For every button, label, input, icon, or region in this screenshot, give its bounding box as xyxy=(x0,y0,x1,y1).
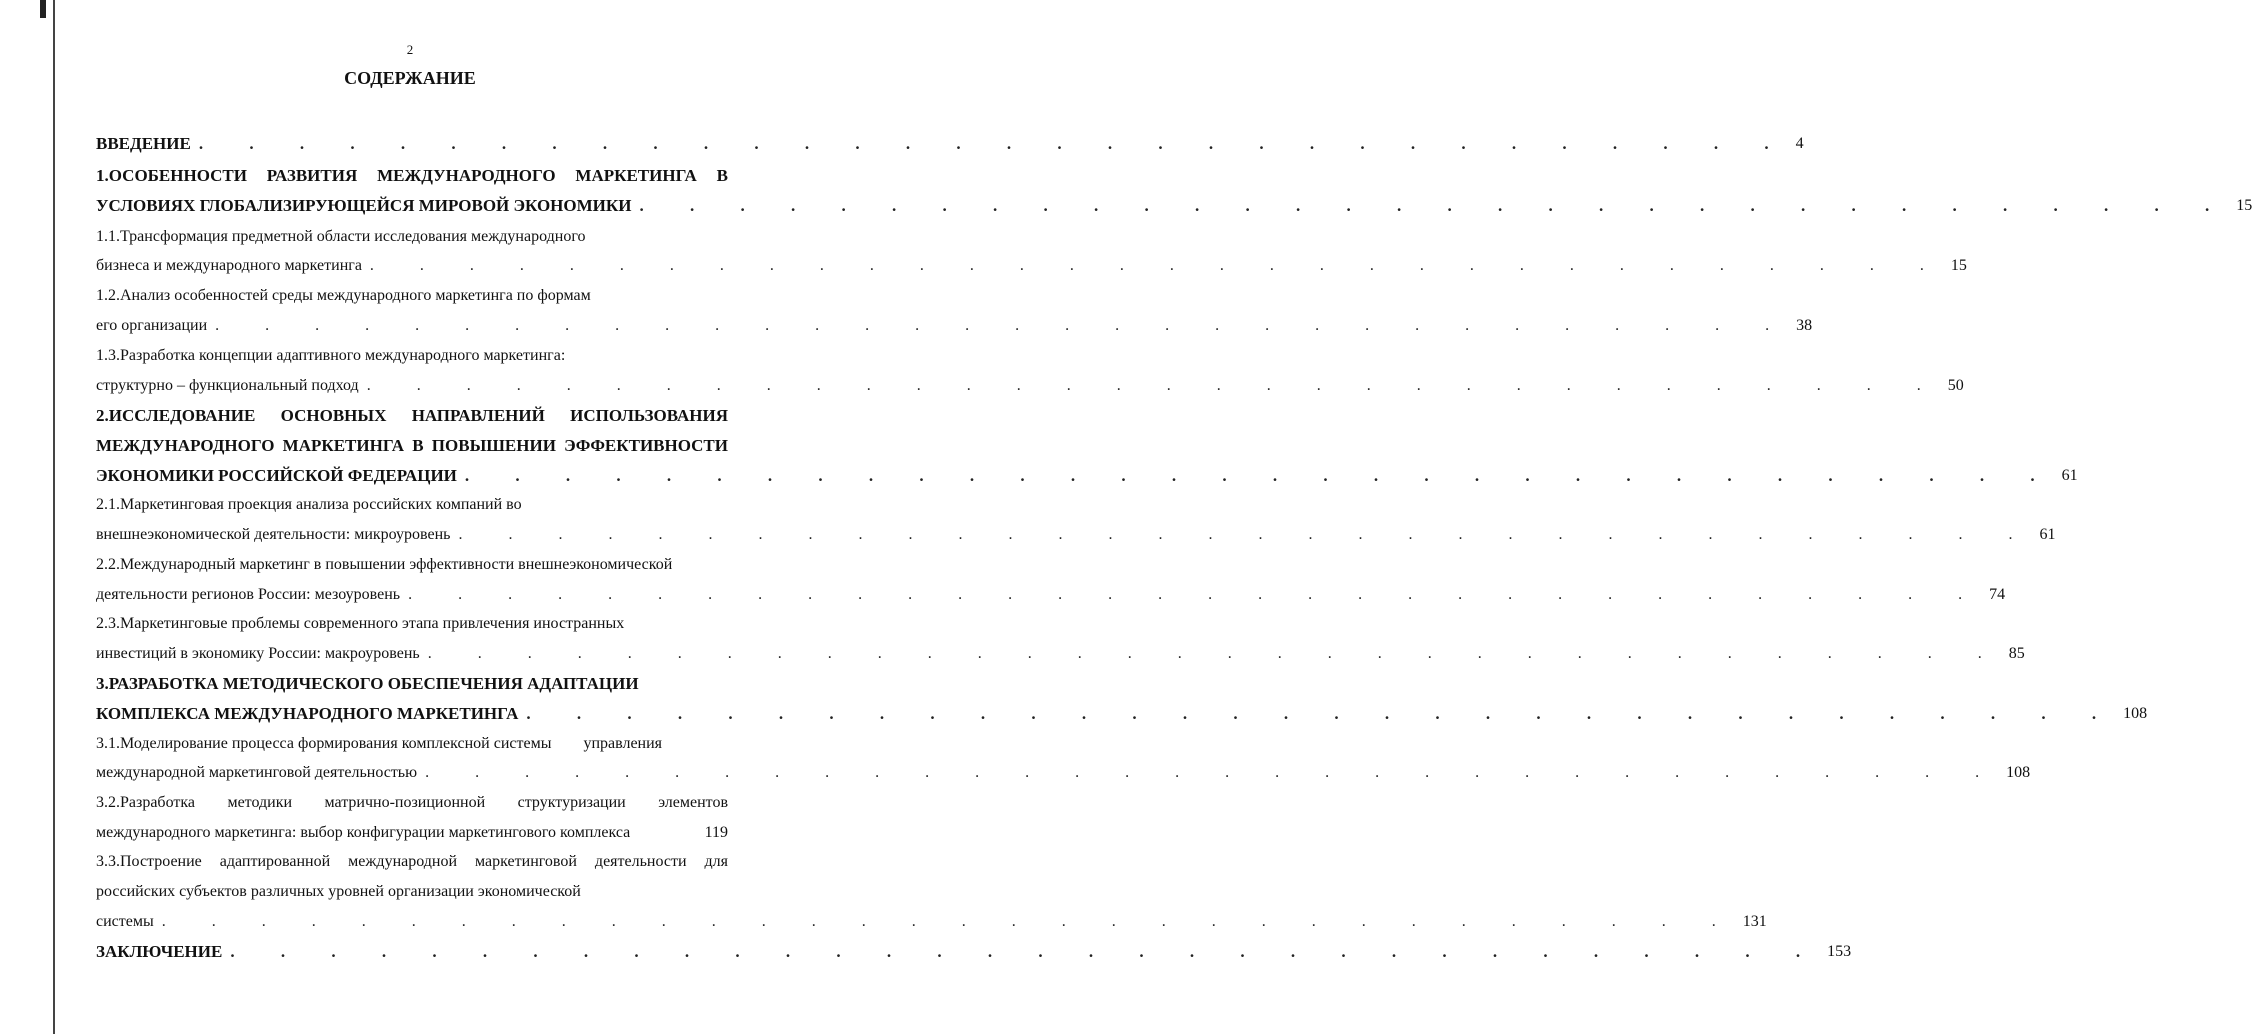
toc-entry-conclusion[interactable] xyxy=(96,937,1852,967)
toc-chapter-1-line-1[interactable]: 1.ОСОБЕННОСТИ РАЗВИТИЯ МЕЖДУНАРОДНОГО МАРКЕТИНГА В xyxy=(96,166,728,185)
dot-leader: . . . . . . . . . . . . . . . . . . . . . . . . . . . . . . . . xyxy=(639,196,2231,215)
dot-leader: . . . . . . . . . . . . . . . . . . . . . . . . . . . . . . . . xyxy=(458,526,2034,543)
toc-entry-label: ЭКОНОМИКИ РОССИЙСКОЙ ФЕДЕРАЦИИ xyxy=(96,466,457,485)
toc-section-3-1[interactable] xyxy=(96,758,2031,788)
toc-page-number: 61 xyxy=(2039,526,2056,543)
toc-page-number: 15 xyxy=(2236,197,2252,214)
dot-leader: . . . . . . . . . . . . . . . . . . . . . . . . . . . . . . . . xyxy=(198,134,1790,153)
toc-section-2-3[interactable] xyxy=(96,639,2025,669)
toc-section-2-2[interactable] xyxy=(96,580,2006,610)
toc-entry-label: международного маркетинга: выбор конфигурации маркетингового комплекса xyxy=(96,824,631,841)
toc-entry-label: инвестиций в экономику России: макроуровень xyxy=(96,645,420,662)
toc-page-number: 131 xyxy=(1742,913,1767,930)
page-number: 2 xyxy=(406,42,414,57)
dot-leader: . . . . . . . . . . . . . . . . . . . . . . . . . . . . . . . . xyxy=(215,317,1791,334)
toc-section-3-2-line-1[interactable]: 3.2.Разработка методики матрично-позиционной структуризации элементов xyxy=(96,794,728,811)
toc-section-2-2-line-1[interactable]: 2.2.Международный маркетинг в повышении эффективности внешнеэкономической xyxy=(96,556,673,573)
toc-page-number: 61 xyxy=(2061,467,2078,484)
toc-entry-label: структурно – функциональный подход xyxy=(96,377,359,394)
dot-leader: . . . . . . . . . . . . . . . . . . . . . . . . . . . . . . . . xyxy=(408,586,1984,603)
toc-section-2-1-line-1[interactable]: 2.1.Маркетинговая проекция анализа российских компаний во xyxy=(96,496,522,513)
binding-edge-line xyxy=(53,0,55,1034)
dot-leader: . . . . . . . . . . . . . . . . . . . . . . . . . . . . . . . . xyxy=(230,942,1822,961)
toc-entry-label: КОМПЛЕКСА МЕЖДУНАРОДНОГО МАРКЕТИНГА xyxy=(96,704,519,723)
scan-edge-mark xyxy=(40,0,46,18)
toc-section-2-3-line-1[interactable]: 2.3.Маркетинговые проблемы современного этапа привлечения иностранных xyxy=(96,615,625,632)
toc-page-number: 85 xyxy=(2008,645,2025,662)
toc-section-1-2[interactable] xyxy=(96,311,1813,341)
toc-entry-label: международной маркетинговой деятельностью xyxy=(96,764,418,781)
toc-chapter-3-line-1[interactable]: 3.РАЗРАБОТКА МЕТОДИЧЕСКОГО ОБЕСПЕЧЕНИЯ АДАПТАЦИИ xyxy=(96,674,639,693)
toc-entry-label: системы xyxy=(96,913,154,930)
dot-leader: . . . . . . . . . . . . . . . . . . . . . . . . . . . . . . . . xyxy=(366,377,1942,394)
toc-section-3-2[interactable] xyxy=(96,818,728,848)
toc-entry-label: ЗАКЛЮЧЕНИЕ xyxy=(96,942,223,961)
toc-section-1-2-line-1[interactable]: 1.2.Анализ особенностей среды международного маркетинга по формам xyxy=(96,287,591,304)
dot-leader: . . . . . . . . . . . . . . . . . . . . . . . . . . . . . . . . xyxy=(526,704,2118,723)
page-title: СОДЕРЖАНИЕ xyxy=(344,68,476,88)
toc-section-1-1[interactable] xyxy=(96,251,1967,281)
toc-page-number: 119 xyxy=(704,824,728,841)
toc-chapter-1[interactable] xyxy=(96,191,2252,221)
dot-leader: . . . . . . . . . . . . . . . . . . . . . . . . . . . . . . . . xyxy=(425,764,2001,781)
toc-entry-intro[interactable] xyxy=(96,129,1804,159)
dot-leader: . . . . . . . . . . . . . . . . . . . . . . . . . . . . . . . . xyxy=(464,466,2056,485)
dot-leader: . . . . . . . . . . . . . . . . . . . . . . . . . . . . . . . . xyxy=(427,645,2003,662)
toc-chapter-2-line-2[interactable]: МЕЖДУНАРОДНОГО МАРКЕТИНГА В ПОВЫШЕНИИ ЭФФЕКТИВНОСТИ xyxy=(96,436,728,455)
toc-section-1-1-line-1[interactable]: 1.1.Трансформация предметной области исследования международного xyxy=(96,228,586,245)
toc-page-number: 108 xyxy=(2123,705,2148,722)
toc-entry-label: внешнеэкономической деятельности: микроуровень xyxy=(96,526,451,543)
toc-chapter-2-line-1[interactable]: 2.ИССЛЕДОВАНИЕ ОСНОВНЫХ НАПРАВЛЕНИЙ ИСПОЛЬЗОВАНИЯ xyxy=(96,406,728,425)
toc-entry-label: деятельности регионов России: мезоуровень xyxy=(96,586,401,603)
toc-page-number: 50 xyxy=(1947,377,1964,394)
toc-page-number: 153 xyxy=(1827,943,1852,960)
dot-leader: . . . . . . . . . . . . . . . . . . . . . . . . . . . . . . . . xyxy=(161,913,1737,930)
toc-chapter-2[interactable] xyxy=(96,461,2078,491)
toc-page-number: 15 xyxy=(1950,257,1967,274)
toc-page-number: 4 xyxy=(1795,135,1804,152)
toc-section-2-1[interactable] xyxy=(96,520,2056,550)
toc-entry-label: УСЛОВИЯХ ГЛОБАЛИЗИРУЮЩЕЙСЯ МИРОВОЙ ЭКОНОМИКИ xyxy=(96,196,632,215)
toc-section-3-3[interactable] xyxy=(96,907,1767,937)
toc-entry-label: бизнеса и международного маркетинга xyxy=(96,257,362,274)
toc-chapter-3[interactable] xyxy=(96,699,2148,729)
toc-section-3-1-line-1[interactable]: 3.1.Моделирование процесса формирования комплексной системы управления xyxy=(96,735,663,752)
toc-section-3-3-line-2[interactable]: российских субъектов различных уровней организации экономической xyxy=(96,883,581,900)
toc-section-3-3-line-1[interactable]: 3.3.Построение адаптированной международной маркетинговой деятельности для xyxy=(96,853,728,870)
toc-page-number: 38 xyxy=(1796,317,1813,334)
toc-page-number: 108 xyxy=(2006,764,2031,781)
toc-section-1-3-line-1[interactable]: 1.3.Разработка концепции адаптивного международного маркетинга: xyxy=(96,347,566,364)
toc-entry-label: его организации xyxy=(96,317,208,334)
toc-entry-label: ВВЕДЕНИЕ xyxy=(96,134,191,153)
toc-page-number: 74 xyxy=(1989,586,2006,603)
dot-leader: . . . . . . . . . . . . . . . . . . . . . . . . . . . . . . . . xyxy=(369,257,1945,274)
toc-section-1-3[interactable] xyxy=(96,371,1964,401)
